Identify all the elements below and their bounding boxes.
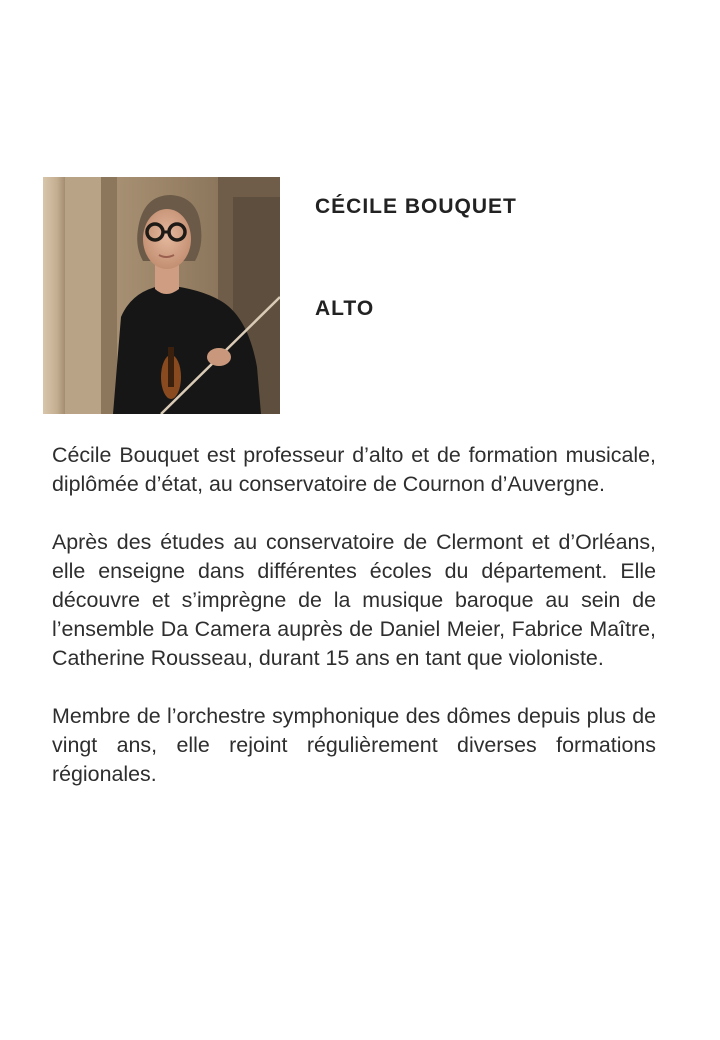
biography-paragraph-2: Après des études au conservatoire de Clermont et d’Orléans, elle enseigne dans différentes écoles du département. Elle découvre et s’imprègne de la musique baroque au sein de l’ensemble Da Camera auprès de Daniel Meier, Fabrice Maître, Catherine Rousseau, durant 15 ans en tant que violoniste. [52, 530, 656, 670]
biography-paragraph-3: Membre de l’orchestre symphonique des dômes depuis plus de vingt ans, elle rejoint régulièrement diverses formations régionales. [52, 704, 656, 786]
instrument-label: ALTO [315, 297, 375, 320]
portrait-photo [43, 177, 280, 414]
musician-name: CÉCILE BOUQUET [315, 195, 517, 218]
biography-paragraph-1: Cécile Bouquet est professeur d’alto et de formation musicale, diplômée d’état, au conservatoire de Cournon d’Auvergne. [52, 443, 656, 496]
biography [52, 441, 656, 818]
profile-header [43, 177, 683, 414]
